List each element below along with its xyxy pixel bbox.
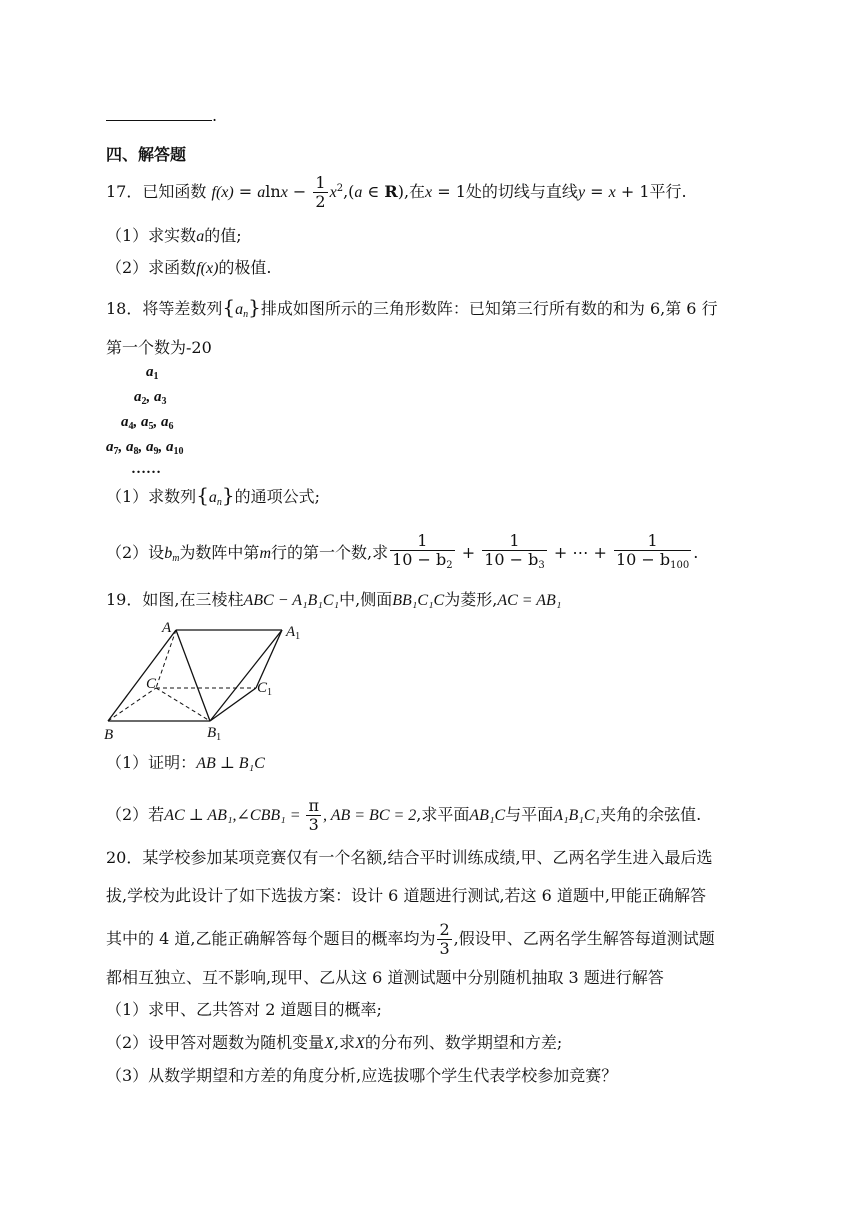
q19-stem: 19．如图,在三棱柱ABC − A₁B₁C₁中,侧面BB₁C₁C为菱形,AC = AB₁ [106, 590, 562, 609]
fraction-2-3: $\frac{2}{3}$ [439, 920, 450, 958]
q17-part1: （1）求实数a的值; [106, 226, 242, 245]
answer-blank-line: . [106, 104, 217, 128]
q17-number: 17． [106, 182, 143, 201]
q18-part2: （2）设$b_m$为数阵中第m行的第一个数,求 $\frac{1}{10 - b_2}$ + $\frac{1}{10 - b_3}$ + ⋯ + $\frac{1}{10 - b_{100}}$ . [106, 532, 698, 575]
q20-part1: （1）求甲、乙共答对 2 道题目的概率; [106, 1000, 382, 1019]
triangle-row-3: $a_4$, $a_5$, $a_6$ [121, 414, 174, 432]
q20-part2: （2）设甲答对题数为随机变量X,求X的分布列、数学期望和方差; [106, 1033, 563, 1052]
fraction-half: $\frac{1}{2}$ [315, 173, 326, 211]
q17-stem: 17．已知函数 f(x) = alnx − $\frac{1}{2}$ $x^2,(a$ ∈ R),在x = 1处的切线与直线y = x + 1平行. [106, 173, 687, 211]
triangle-dots: …… [131, 461, 161, 477]
label-B1: $B_1$ [207, 725, 222, 743]
label-B: B [104, 727, 114, 743]
q18-part1: （1）求数列$\{a_n\}$的通项公式; [106, 483, 321, 508]
q20-number: 20． [106, 848, 143, 867]
q17-part2: （2）求函数f(x)的极值. [106, 258, 272, 277]
q18-stem-line2: 第一个数为-20 [106, 338, 212, 357]
label-C1: $C_1$ [257, 680, 273, 698]
q20-line3: 其中的 4 道,乙能正确解答每个题目的概率均为 $\frac{2}{3}$ ,假设甲、乙两名学生解答每道测试题 [106, 920, 715, 958]
label-A1: $A_1$ [286, 624, 301, 642]
q20-line4: 都相互独立、互不影响,现甲、乙从这 6 道测试题中分别随机抽取 3 题进行解答 [106, 968, 664, 987]
q19-number: 19． [106, 590, 143, 609]
triangle-row-1: $a_1$ [146, 364, 159, 382]
triangle-row-2: $a_2$, $a_3$ [134, 389, 167, 407]
fraction-1: $\frac{1}{10 - b_2}$ [392, 531, 453, 571]
q20-part3: （3）从数学期望和方差的角度分析,应选拔哪个学生代表学校参加竞赛？ [106, 1066, 618, 1085]
triangle-array [106, 360, 306, 480]
fraction-pi-3: $\frac{\pi}{3}$ [308, 796, 319, 834]
label-C: C [146, 676, 157, 692]
q20-line1: 20．某学校参加某项竞赛仅有一个名额,结合平时训练成绩,甲、乙两名学生进入最后选 [106, 848, 713, 867]
q19-part1: （1）证明：AB ⊥ B₁C [106, 753, 265, 772]
triangle-row-4: $a_7$, $a_8$, $a_9$, $a_{10}$ [106, 439, 184, 457]
q19-part2: （2）若AC ⊥ AB₁,∠CBB₁ = $\frac{\pi}{3}$ , AB = BC = 2,求平面AB₁C与平面A₁B₁C₁夹角的余弦值. [106, 796, 702, 834]
label-A: A [162, 620, 172, 636]
fraction-3: $\frac{1}{10 - b_{100}}$ [615, 531, 690, 571]
section-title: 四、解答题 [106, 145, 187, 164]
q18-stem-line1: 18．将等差数列$\{a_n\}$排成如图所示的三角形数阵：已知第三行所有数的和为 6,第 6 行 [106, 295, 718, 320]
fraction-2: $\frac{1}{10 - b_3}$ [484, 531, 545, 571]
prism-figure [100, 618, 310, 743]
q18-number: 18． [106, 299, 143, 318]
answer-blank [106, 106, 212, 121]
q20-line2: 拔,学校为此设计了如下选拔方案：设计 6 道题进行测试,若这 6 道题中,甲能正确解答 [106, 886, 706, 905]
